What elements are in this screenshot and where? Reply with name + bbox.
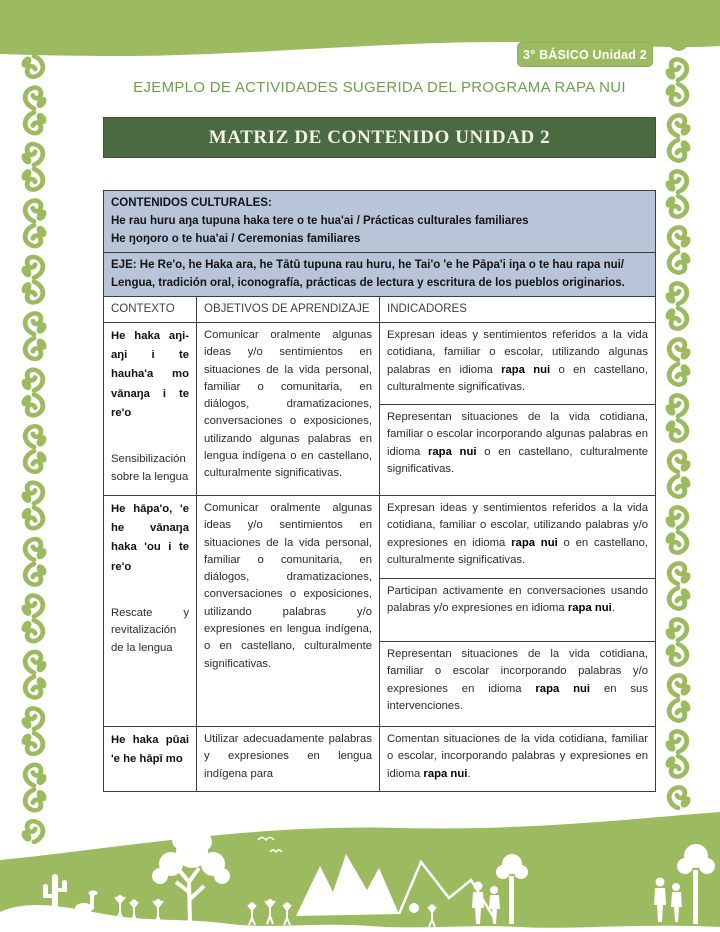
indicador-item: Expresan ideas y sentimientos referidos a la vida cotidiana, familiar o escolar, utilizando algunas palabras en idioma rapa nui o en castellano, culturalmente significativas. xyxy=(387,329,648,393)
indicador-item: Participan activamente en conversaciones usando palabras y/o expresiones en idioma rapa nui. xyxy=(380,578,655,641)
indicadores-cell xyxy=(379,727,655,791)
indicador-item: Representan situaciones de la vida cotidiana, familiar o escolar incorporando algunas palabras en idioma rapa nui o en castellano, culturalmente significativas. xyxy=(380,404,655,495)
eje-cell: EJE: He Re'o, he Haka ara, he Tātū tupuna rau huru, he Tai'o 'e he Pāpa'i iŋa o te hau rapa nui/ Lengua, tradición oral, iconografía, prácticas de lectura y escritura de los pueblos originarios. xyxy=(104,252,655,296)
contexto-title: He hāpa'o, 'e he vānaŋa haka 'ou i te re'o xyxy=(111,503,189,573)
objetivo-cell: Utilizar adecuadamente palabras y expresiones en lengua indígena para xyxy=(196,727,379,791)
contexto-cell xyxy=(104,727,196,791)
contenidos-heading: CONTENIDOS CULTURALES: xyxy=(111,197,272,209)
landscape-footer-decoration xyxy=(0,812,720,932)
column-header-objetivos: OBJETIVOS DE APRENDIZAJE xyxy=(196,297,379,322)
banner-title: MATRIZ DE CONTENIDO UNIDAD 2 xyxy=(208,126,551,148)
contexto-cell xyxy=(104,323,196,495)
contenidos-culturales-cell xyxy=(104,191,655,252)
contexto-subtitle: Rescate y revitalización de la lengua xyxy=(111,606,189,654)
column-header-row xyxy=(104,296,655,322)
column-header-indicadores: INDICADORES xyxy=(379,297,655,322)
table-row xyxy=(104,495,655,726)
indicador-item: Representan situaciones de la vida cotidiana, familiar o escolar incorporando palabras y/o expresiones en idioma rapa nui en sus intervenciones. xyxy=(380,641,655,726)
contenidos-line-1: He rau huru aŋa tupuna haka tere o te hua'ai / Prácticas culturales familiares xyxy=(111,215,529,227)
table-row xyxy=(104,322,655,495)
contexto-cell xyxy=(104,496,196,726)
objetivo-cell: Comunicar oralmente algunas ideas y/o sentimientos en situaciones de la vida personal, familiar o comunitaria, en diálogos, dramatizaciones, conversaciones o exposiciones, utilizando algunas palabras en lengua indígena o en castellano, culturalmente significativas. xyxy=(196,323,379,495)
column-header-contexto: CONTEXTO xyxy=(111,303,175,315)
content-matrix-table xyxy=(103,190,656,792)
banner-title-bar xyxy=(103,117,656,158)
right-koru-border-decoration xyxy=(664,26,692,810)
unit-badge-label: 3° BÁSICO Unidad 2 xyxy=(523,47,647,62)
page-title: EJEMPLO DE ACTIVIDADES SUGERIDA DEL PROGRAMA RAPA NUI xyxy=(133,79,626,96)
contexto-title: He haka pūai 'e he hāpī mo xyxy=(111,734,189,766)
indicador-item: Expresan ideas y sentimientos referidos a la vida cotidiana, familiar o escolar, utilizando palabras y/o expresiones en idioma rapa nui o en castellano, culturalmente significativas. xyxy=(387,502,648,566)
contexto-subtitle: Sensibilización sobre la lengua xyxy=(111,453,189,483)
objetivo-cell: Comunicar oralmente algunas ideas y/o sentimientos en situaciones de la vida personal, familiar o comunitaria, en diálogos, dramatizaciones, conversaciones o exposiciones, utilizando palabras y/o expresiones en lengua indígena, o en castellano, culturalmente significativas. xyxy=(196,496,379,726)
left-koru-border-decoration xyxy=(20,54,48,844)
indicadores-cell xyxy=(379,323,655,495)
table-row xyxy=(104,726,655,791)
indicador-item: Comentan situaciones de la vida cotidiana, familiar o escolar, incorporando palabras y expresiones en idioma rapa nui. xyxy=(387,733,648,780)
contenidos-line-2: He ŋoŋoro o te hua'ai / Ceremonias familiares xyxy=(111,233,361,245)
unit-badge xyxy=(517,42,653,67)
contexto-title: He haka aŋi-aŋi i te hauha'a mo vānaŋa i te re'o xyxy=(111,330,189,419)
indicadores-cell xyxy=(379,496,655,726)
